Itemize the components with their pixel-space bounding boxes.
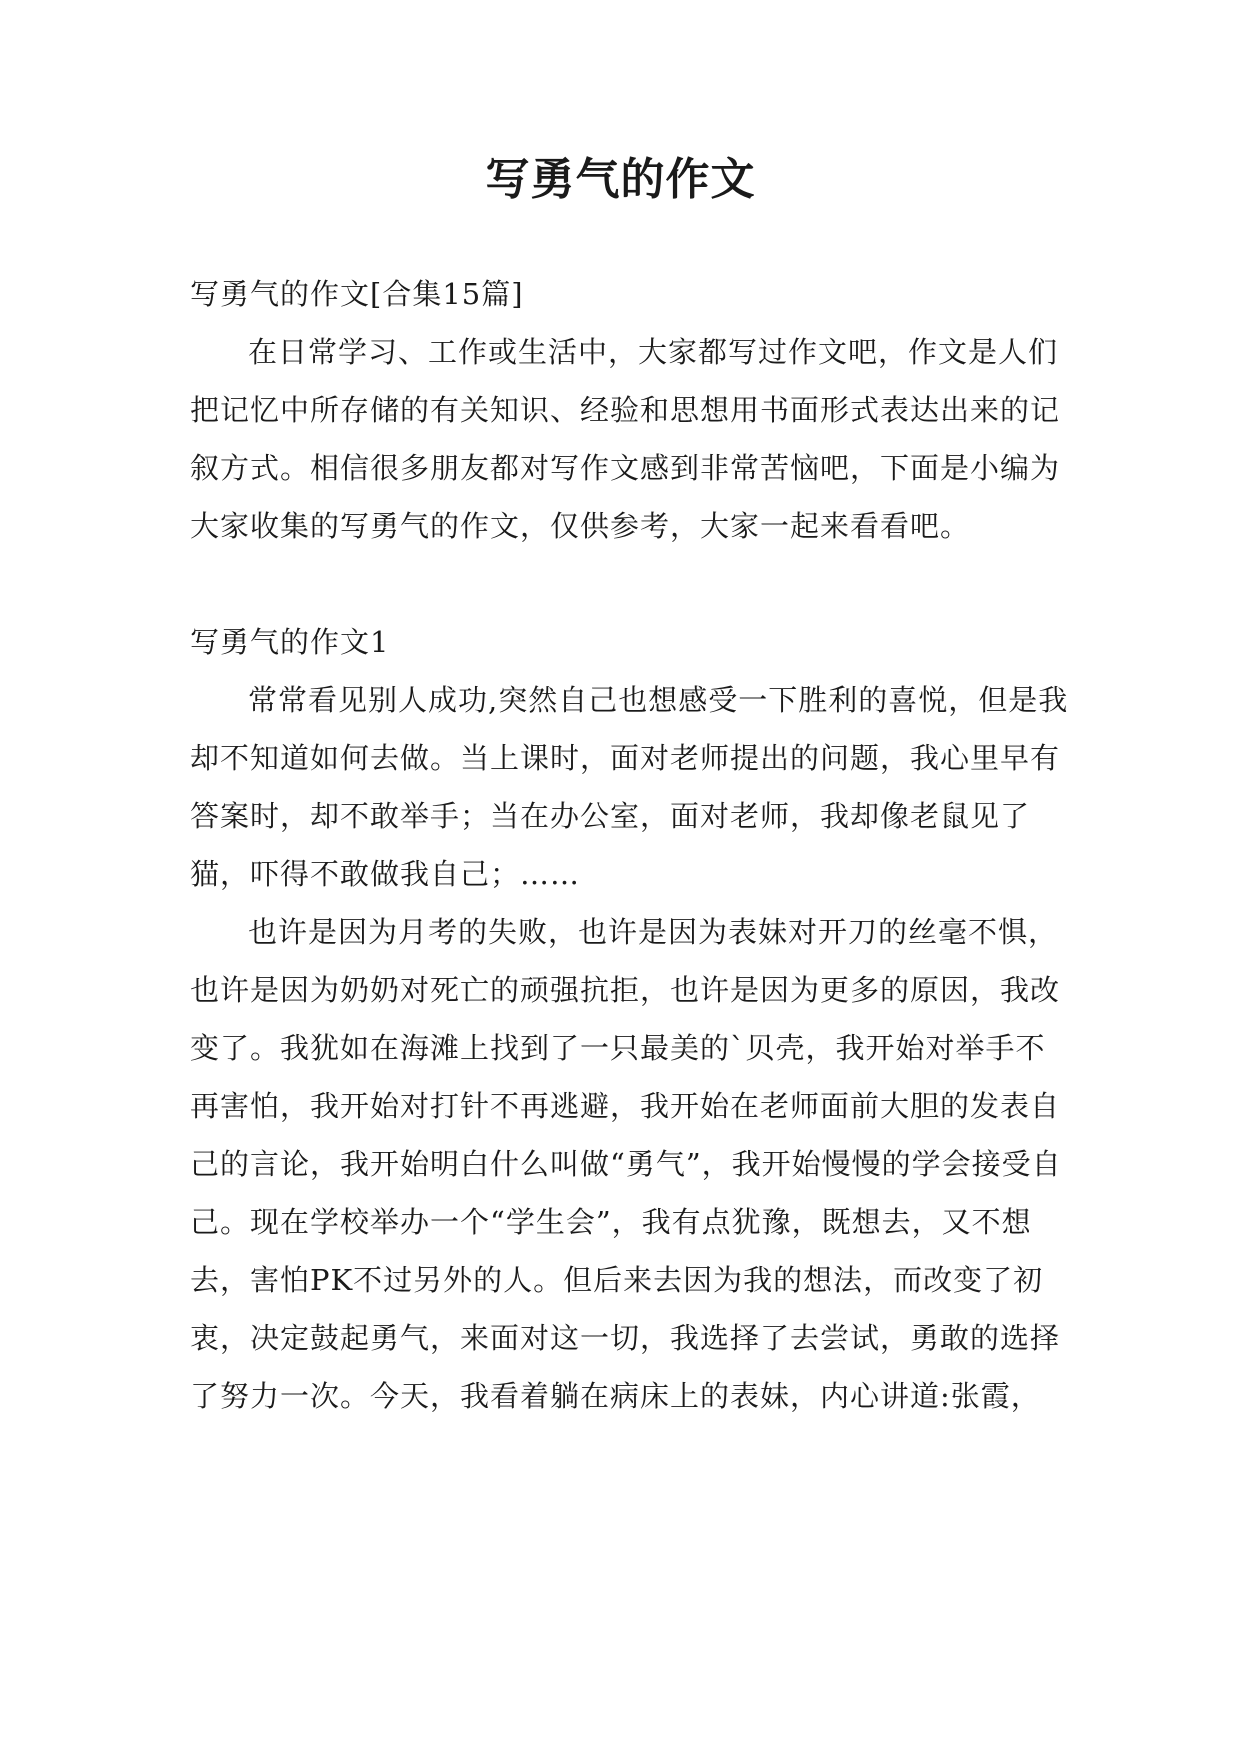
section-heading-1: 写勇气的作文1 — [190, 625, 390, 659]
document-body — [190, 265, 1070, 1425]
intro-paragraph: 在日常学习、工作或生活中，大家都写过作文吧，作文是人们把记忆中所存储的有关知识、经验和思想用书面形式表达出来的记叙方式。相信很多朋友都对写作文感到非常苦恼吧，下面是小编为大家收集的写勇气的作文，仅供参考，大家一起来看看吧。 — [190, 335, 1061, 543]
document-title: 写勇气的作文 — [485, 154, 756, 205]
section-spacer — [190, 555, 1070, 613]
collection-subtitle: 写勇气的作文[合集15篇] — [190, 277, 524, 311]
essay-paragraph-2: 也许是因为月考的失败，也许是因为表妹对开刀的丝毫不惧，也许是因为奶奶对死亡的顽强抗拒，也许是因为更多的原因，我改变了。我犹如在海滩上找到了一只最美的`贝壳，我开始对举手不再害怕，我开始对打针不再逃避，我开始在老师面前大胆的发表自己的言论，我开始明白什么叫做“勇气”，我开始慢慢的学会接受自己。现在学校举办一个“学生会”，我有点犹豫，既想去，又不想去，害怕PK不过另外的人。但后来去因为我的想法，而改变了初衷，决定鼓起勇气，来面对这一切，我选择了去尝试，勇敢的选择了努力一次。今天，我看着躺在病床上的表妹，内心讲道:张霞， — [190, 915, 1062, 1413]
essay-paragraph-1: 常常看见别人成功,突然自己也想感受一下胜利的喜悦，但是我却不知道如何去做。当上课时，面对老师提出的问题，我心里早有答案时，却不敢举手；当在办公室，面对老师，我却像老鼠见了猫，吓得不敢做我自己；…… — [190, 683, 1069, 891]
